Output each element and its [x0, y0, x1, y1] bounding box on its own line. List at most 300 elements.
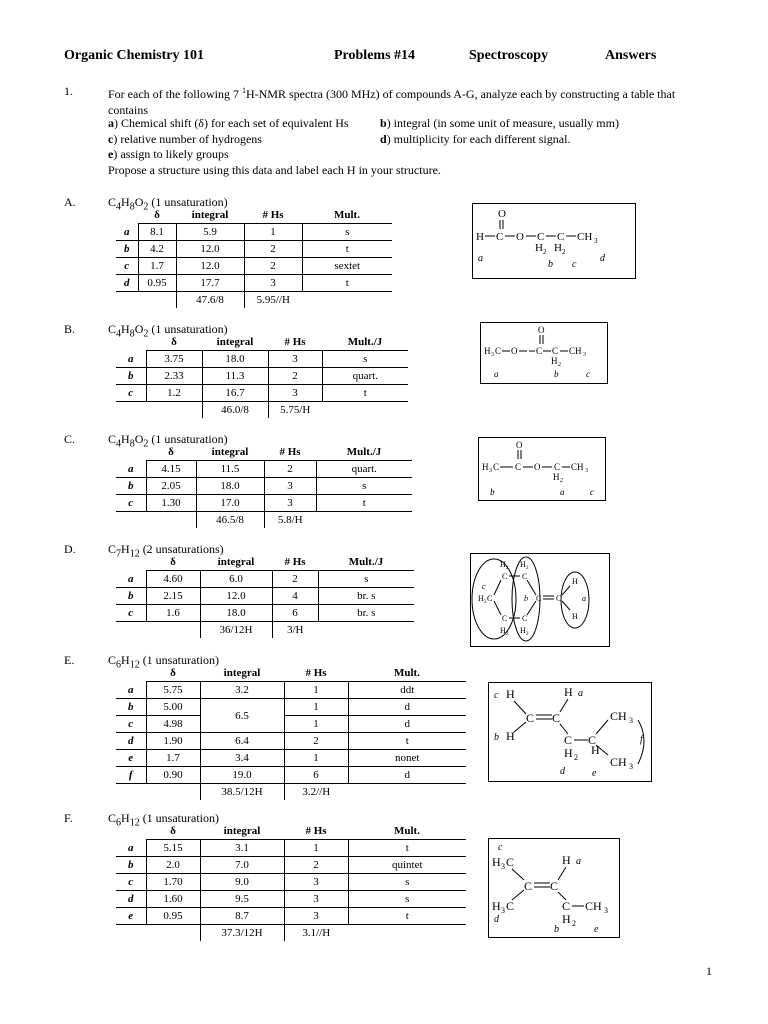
svg-text:H: H	[506, 687, 515, 701]
svg-text:3: 3	[501, 862, 505, 871]
integral-cell: 3.4	[200, 750, 284, 767]
total-integral: 46.5/8	[216, 514, 244, 526]
col-mult: Mult.	[348, 665, 466, 682]
hs-cell: 3	[284, 874, 348, 891]
svg-text:C: C	[496, 231, 504, 243]
signal-label: c	[116, 716, 146, 733]
topic-title: Spectroscopy	[469, 48, 549, 63]
svg-text:C: C	[522, 614, 528, 623]
total-integral: 38.5/12H	[221, 786, 263, 798]
col-delta: δ	[146, 823, 200, 840]
table-row	[116, 699, 466, 716]
col-delta: δ	[138, 207, 176, 224]
svg-text:H: H	[482, 462, 489, 472]
signal-label: a	[116, 461, 146, 478]
shift-cell: 5.15	[146, 840, 200, 857]
total-per-h: 5.95//H	[244, 292, 302, 309]
svg-text:CH: CH	[577, 231, 593, 243]
svg-text:H: H	[551, 356, 558, 366]
signal-label: b	[116, 241, 138, 258]
structure-a	[472, 203, 636, 279]
integral-cell: 18.0	[200, 605, 272, 622]
mult-cell: ddt	[348, 682, 466, 699]
svg-text:2: 2	[526, 566, 529, 571]
integral-cell: 17.0	[196, 495, 264, 512]
integral-cell: 12.0	[176, 258, 244, 275]
svg-text:2: 2	[506, 632, 509, 637]
svg-text:C: C	[557, 231, 565, 243]
svg-text:C: C	[554, 462, 561, 472]
col-integral: integral	[200, 554, 272, 571]
shift-cell: 1.2	[146, 385, 202, 402]
hs-cell: 1	[284, 699, 348, 716]
integral-cell: 18.0	[202, 351, 268, 368]
mult-cell: sextet	[302, 258, 392, 275]
shift-cell: 4.60	[146, 571, 200, 588]
section-label-c: C.	[64, 432, 76, 446]
item-b: b) integral (in some unit of measure, usually mm)	[380, 116, 619, 130]
shift-cell: 0.95	[146, 908, 200, 925]
svg-text:3: 3	[629, 762, 633, 771]
signal-label: b	[116, 588, 146, 605]
col-mult: Mult./J	[318, 554, 414, 571]
svg-text:O: O	[538, 325, 545, 335]
svg-text:C: C	[536, 594, 542, 603]
hs-cell: 1	[284, 682, 348, 699]
hs-cell: 3	[268, 385, 322, 402]
shift-cell: 4.98	[146, 716, 200, 733]
hs-cell: 1	[284, 840, 348, 857]
svg-text:H: H	[492, 855, 501, 869]
integral-cell: 3.1	[200, 840, 284, 857]
svg-text:2: 2	[543, 248, 547, 256]
nmr-table-e	[116, 665, 466, 800]
hs-cell: 2	[284, 733, 348, 750]
signal-label: c	[116, 605, 146, 622]
structure-e	[488, 682, 652, 782]
nmr-table-d	[116, 554, 414, 638]
svg-text:H: H	[520, 626, 526, 635]
section-label-e: E.	[64, 653, 75, 667]
svg-text:CH: CH	[569, 346, 582, 356]
col-hs: # Hs	[272, 554, 318, 571]
molecular-formula-f: $C_6H_{12}$ (1 unsaturation)	[108, 811, 219, 829]
mult-cell: s	[348, 891, 466, 908]
section-label-d: D.	[64, 542, 76, 556]
svg-text:C: C	[526, 711, 535, 725]
question-intro: For each of the following 7 $^1$H-NMR spectra (300 MHz) of compounds A-G, analyze each by constructing a table that contains	[108, 86, 676, 117]
hs-cell: 3	[284, 908, 348, 925]
svg-text:H: H	[572, 612, 578, 621]
hs-cell: 2	[244, 258, 302, 275]
svg-text:O: O	[516, 440, 523, 450]
svg-text:d: d	[494, 914, 499, 925]
svg-text:b: b	[548, 259, 553, 270]
col-hs: # Hs	[284, 665, 348, 682]
svg-text:b: b	[554, 924, 559, 935]
svg-text:H: H	[506, 729, 515, 743]
nmr-table-f	[116, 823, 466, 941]
svg-text:a: a	[576, 856, 581, 867]
table-row	[116, 588, 414, 605]
svg-text:2: 2	[484, 600, 487, 605]
total-per-h: 5.75/H	[268, 402, 322, 419]
svg-text:a: a	[578, 688, 583, 699]
svg-text:2: 2	[560, 478, 563, 484]
shift-cell: 1.70	[146, 874, 200, 891]
svg-text:c: c	[482, 582, 486, 591]
mult-cell: t	[302, 275, 392, 292]
table-row	[116, 840, 466, 857]
mult-cell: s	[302, 224, 392, 241]
molecular-formula-e: $C_6H_{12}$ (1 unsaturation)	[108, 653, 219, 671]
signal-label: a	[116, 571, 146, 588]
table-row	[116, 351, 408, 368]
svg-text:H: H	[554, 242, 562, 254]
svg-text:b: b	[494, 732, 499, 743]
table-row	[116, 682, 466, 699]
nmr-table-c	[116, 444, 412, 528]
hs-cell: 2	[284, 857, 348, 874]
svg-text:C: C	[536, 346, 543, 356]
table-row	[116, 241, 392, 258]
svg-text:H: H	[564, 746, 573, 760]
structure-d	[470, 553, 610, 647]
integral-cell: 16.7	[202, 385, 268, 402]
structure-b	[480, 322, 608, 384]
col-delta: δ	[146, 554, 200, 571]
table-row	[116, 495, 412, 512]
col-mult: Mult./J	[316, 444, 412, 461]
molecular-formula-b: $C_4H_8O_2$ (1 unsaturation)	[108, 322, 228, 340]
col-integral: integral	[176, 207, 244, 224]
structure-c	[478, 437, 606, 501]
svg-text:2: 2	[506, 566, 509, 571]
signal-label: c	[116, 385, 146, 402]
svg-text:2: 2	[572, 919, 576, 928]
integral-cell: 11.3	[202, 368, 268, 385]
svg-text:H: H	[520, 560, 526, 569]
total-per-h: 3.2//H	[284, 784, 348, 801]
mult-cell: t	[316, 495, 412, 512]
mult-cell: t	[322, 385, 408, 402]
molecular-formula-c: $C_4H_8O_2$ (1 unsaturation)	[108, 432, 228, 450]
svg-text:3: 3	[501, 906, 505, 915]
item-c: c) relative number of hydrogens	[108, 132, 262, 146]
integral-cell: 9.0	[200, 874, 284, 891]
shift-cell: 1.7	[146, 750, 200, 767]
svg-text:3: 3	[629, 716, 633, 725]
svg-text:H: H	[492, 899, 501, 913]
integral-cell: 6.5	[200, 699, 284, 733]
signal-label: d	[116, 275, 138, 292]
integral-cell: 12.0	[176, 241, 244, 258]
shift-cell: 1.30	[146, 495, 196, 512]
signal-label: f	[116, 767, 146, 784]
hs-cell: 3	[284, 891, 348, 908]
mult-cell: t	[348, 733, 466, 750]
svg-text:e: e	[592, 768, 597, 779]
table-row	[116, 368, 408, 385]
shift-cell: 1.60	[146, 891, 200, 908]
signal-label: b	[116, 478, 146, 495]
table-row	[116, 891, 466, 908]
total-per-h: 5.8/H	[264, 512, 316, 529]
table-row	[116, 750, 466, 767]
svg-text:b: b	[554, 369, 559, 379]
page-number: 1	[706, 964, 712, 978]
total-integral: 47.6/8	[196, 294, 224, 306]
svg-text:H: H	[572, 577, 578, 586]
svg-text:H: H	[591, 743, 600, 757]
integral-cell: 11.5	[196, 461, 264, 478]
shift-cell: 2.33	[146, 368, 202, 385]
hs-cell: 4	[272, 588, 318, 605]
svg-text:3: 3	[594, 237, 598, 245]
svg-text:c: c	[572, 259, 577, 270]
svg-text:d: d	[600, 253, 605, 264]
svg-text:C: C	[495, 346, 502, 356]
integral-cell: 3.2	[200, 682, 284, 699]
svg-text:C: C	[515, 462, 522, 472]
svg-text:CH: CH	[610, 709, 627, 723]
table-row	[116, 716, 466, 733]
signal-label: a	[116, 682, 146, 699]
svg-text:c: c	[590, 487, 594, 497]
answers-title: Answers	[605, 48, 657, 63]
table-row	[116, 767, 466, 784]
svg-text:c: c	[494, 690, 499, 701]
shift-cell: 2.15	[146, 588, 200, 605]
col-hs: # Hs	[264, 444, 316, 461]
svg-text:H: H	[476, 231, 484, 243]
table-row	[116, 874, 466, 891]
svg-text:C: C	[552, 346, 559, 356]
hs-cell: 2	[268, 368, 322, 385]
svg-text:C: C	[564, 733, 573, 747]
shift-cell: 4.2	[138, 241, 176, 258]
mult-cell: s	[322, 351, 408, 368]
total-integral: 46.0/8	[221, 404, 249, 416]
svg-text:H: H	[484, 346, 491, 356]
svg-text:e: e	[594, 924, 599, 935]
col-hs: # Hs	[284, 823, 348, 840]
table-row	[116, 571, 414, 588]
shift-cell: 0.90	[146, 767, 200, 784]
shift-cell: 5.00	[146, 699, 200, 716]
integral-cell: 8.7	[200, 908, 284, 925]
mult-cell: quart.	[316, 461, 412, 478]
svg-text:a: a	[494, 369, 499, 379]
svg-text:C: C	[562, 899, 571, 913]
col-integral: integral	[200, 665, 284, 682]
col-delta: δ	[146, 665, 200, 682]
svg-text:C: C	[537, 231, 545, 243]
svg-text:H: H	[478, 594, 484, 603]
signal-label: e	[116, 908, 146, 925]
mult-cell: t	[348, 840, 466, 857]
shift-cell: 3.75	[146, 351, 202, 368]
svg-text:b: b	[490, 487, 495, 497]
mult-cell: d	[348, 716, 466, 733]
signal-label: c	[116, 258, 138, 275]
integral-cell: 6.4	[200, 733, 284, 750]
svg-text:C: C	[502, 572, 508, 581]
svg-text:H: H	[562, 912, 571, 926]
svg-text:O: O	[534, 462, 541, 472]
svg-text:3: 3	[604, 906, 608, 915]
svg-text:3: 3	[583, 352, 586, 358]
signal-label: a	[116, 224, 138, 241]
course-title: Organic Chemistry 101	[64, 48, 204, 63]
signal-label: c	[116, 874, 146, 891]
integral-cell: 6.0	[200, 571, 272, 588]
section-label-f: F.	[64, 811, 73, 825]
signal-label: c	[116, 495, 146, 512]
question-number: 1.	[64, 84, 73, 98]
total-integral: 36/12H	[219, 624, 253, 636]
hs-cell: 2	[244, 241, 302, 258]
svg-text:H: H	[553, 472, 560, 482]
svg-text:b: b	[524, 594, 528, 603]
total-per-h: 3.1//H	[284, 925, 348, 942]
table-row	[116, 733, 466, 750]
svg-text:2: 2	[526, 632, 529, 637]
signal-label: d	[116, 733, 146, 750]
total-per-h: 3/H	[272, 622, 318, 639]
svg-text:H: H	[535, 242, 543, 254]
svg-text:H: H	[500, 626, 506, 635]
mult-cell: d	[348, 767, 466, 784]
svg-text:C: C	[524, 879, 533, 893]
svg-text:C: C	[506, 899, 515, 913]
col-integral: integral	[200, 823, 284, 840]
svg-text:3: 3	[489, 468, 492, 474]
item-d: d) multiplicity for each different signal.	[380, 132, 571, 146]
hs-cell: 3	[264, 478, 316, 495]
hs-cell: 2	[264, 461, 316, 478]
col-delta: δ	[146, 444, 196, 461]
nmr-table-a	[116, 207, 392, 308]
svg-text:C: C	[556, 594, 562, 603]
problem-set-title: Problems #14	[334, 48, 416, 63]
mult-cell: d	[348, 699, 466, 716]
mult-cell: s	[348, 874, 466, 891]
shift-cell: 1.6	[146, 605, 200, 622]
molecular-formula-d: $C_7H_{12}$ (2 unsaturations)	[108, 542, 224, 560]
table-row	[116, 224, 392, 241]
integral-cell: 7.0	[200, 857, 284, 874]
table-row	[116, 461, 412, 478]
svg-text:H: H	[500, 560, 506, 569]
molecular-formula-a: $C_4H_8O_2$ (1 unsaturation)	[108, 195, 228, 213]
svg-text:CH: CH	[571, 462, 584, 472]
svg-text:C: C	[487, 594, 493, 603]
svg-text:3: 3	[491, 352, 494, 358]
svg-text:3: 3	[585, 468, 588, 474]
mult-cell: t	[302, 241, 392, 258]
mult-cell: t	[348, 908, 466, 925]
svg-text:2: 2	[574, 753, 578, 762]
shift-cell: 2.0	[146, 857, 200, 874]
shift-cell: 2.05	[146, 478, 196, 495]
hs-cell: 1	[284, 716, 348, 733]
hs-cell: 3	[268, 351, 322, 368]
signal-label: d	[116, 891, 146, 908]
col-mult: Mult.	[302, 207, 392, 224]
hs-cell: 1	[244, 224, 302, 241]
signal-label: a	[116, 351, 146, 368]
signal-label: b	[116, 699, 146, 716]
total-integral: 37.3/12H	[221, 927, 263, 939]
svg-text:C: C	[493, 462, 500, 472]
mult-cell: s	[316, 478, 412, 495]
svg-text:2: 2	[558, 362, 561, 368]
col-mult: Mult.	[348, 823, 466, 840]
table-row	[116, 478, 412, 495]
shift-cell: 4.15	[146, 461, 196, 478]
table-row	[116, 385, 408, 402]
hs-cell: 3	[264, 495, 316, 512]
table-row	[116, 605, 414, 622]
signal-label: a	[116, 840, 146, 857]
shift-cell: 8.1	[138, 224, 176, 241]
table-row	[116, 258, 392, 275]
svg-text:CH: CH	[585, 899, 602, 913]
shift-cell: 1.7	[138, 258, 176, 275]
hs-cell: 3	[244, 275, 302, 292]
hs-cell: 1	[284, 750, 348, 767]
svg-text:a: a	[582, 594, 586, 603]
svg-text:a: a	[560, 487, 565, 497]
svg-text:c: c	[498, 842, 503, 853]
svg-text:f: f	[640, 734, 643, 745]
integral-cell: 12.0	[200, 588, 272, 605]
section-label-a: A.	[64, 195, 76, 209]
svg-text:C: C	[550, 879, 559, 893]
mult-cell: nonet	[348, 750, 466, 767]
mult-cell: br. s	[318, 605, 414, 622]
table-row	[116, 275, 392, 292]
shift-cell: 0.95	[138, 275, 176, 292]
svg-text:CH: CH	[610, 755, 627, 769]
mult-cell: s	[318, 571, 414, 588]
signal-label: b	[116, 857, 146, 874]
section-label-b: B.	[64, 322, 76, 336]
col-hs: # Hs	[268, 334, 322, 351]
nmr-table-b	[116, 334, 408, 418]
signal-label: e	[116, 750, 146, 767]
integral-cell: 19.0	[200, 767, 284, 784]
svg-text:c: c	[586, 369, 590, 379]
signal-label: b	[116, 368, 146, 385]
integral-cell: 18.0	[196, 478, 264, 495]
svg-text:C: C	[552, 711, 561, 725]
svg-text:d: d	[560, 766, 565, 777]
col-integral: integral	[202, 334, 268, 351]
col-hs: # Hs	[244, 207, 302, 224]
svg-text:O: O	[516, 231, 524, 243]
svg-text:H: H	[564, 685, 573, 699]
svg-text:C: C	[588, 733, 597, 747]
integral-cell: 9.5	[200, 891, 284, 908]
svg-text:C: C	[502, 614, 508, 623]
svg-text:O: O	[511, 346, 518, 356]
shift-cell: 5.75	[146, 682, 200, 699]
svg-text:C: C	[506, 855, 515, 869]
mult-cell: br. s	[318, 588, 414, 605]
shift-cell: 1.90	[146, 733, 200, 750]
